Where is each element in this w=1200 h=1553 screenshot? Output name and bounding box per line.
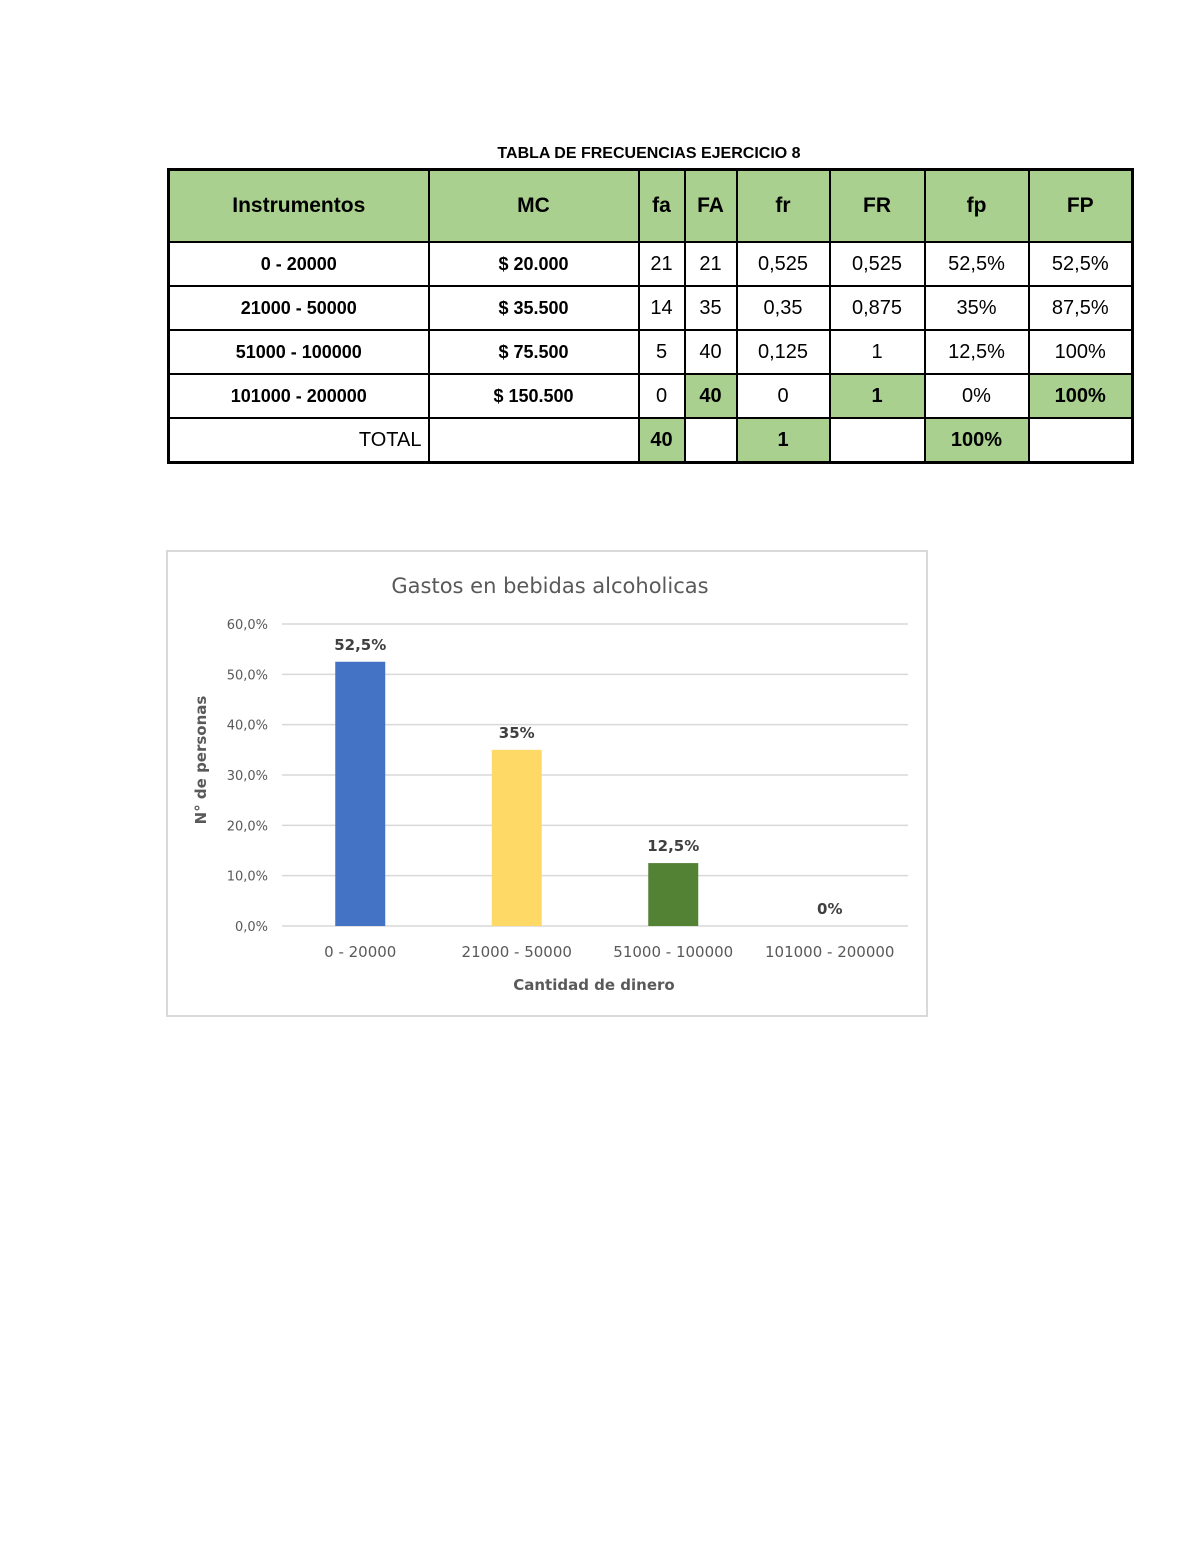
y-tick-label: 0,0% (234, 920, 268, 935)
y-tick-label: 10,0% (226, 869, 268, 885)
table-row (169, 242, 1133, 286)
x-tick-label: 0 - 20000 (324, 943, 397, 961)
cell-fa: 21 (639, 242, 685, 286)
cell-fp: 35% (925, 286, 1029, 330)
total-FP-empty (1029, 418, 1133, 463)
cell-fa: 0 (639, 374, 685, 418)
header-fr: fr (737, 170, 830, 243)
chart-title: Gastos en bebidas alcoholicas (391, 574, 709, 598)
header-FP: FP (1029, 170, 1133, 243)
cell-FA: 40 (685, 330, 737, 374)
total-FA-empty (685, 418, 737, 463)
header-fa: fa (639, 170, 685, 243)
table-row (169, 286, 1133, 330)
cell-fr: 0,35 (737, 286, 830, 330)
bar (492, 750, 542, 926)
cell-fa: 5 (639, 330, 685, 374)
header-FA: FA (685, 170, 737, 243)
bar-chart (168, 552, 926, 1015)
data-label: 12,5% (647, 837, 700, 856)
header-mc: MC (429, 170, 639, 243)
cell-FP: 87,5% (1029, 286, 1133, 330)
cell-fa: 14 (639, 286, 685, 330)
chart-container (166, 550, 928, 1017)
cell-FA: 21 (685, 242, 737, 286)
bar (648, 863, 698, 926)
cell-fr: 0,525 (737, 242, 830, 286)
y-tick-label: 60,0% (226, 618, 268, 633)
table-title: TABLA DE FRECUENCIAS EJERCICIO 8 (497, 145, 801, 162)
cell-mc: $ 75.500 (429, 330, 639, 374)
x-axis-title: Cantidad de dinero (513, 976, 675, 994)
cell-FR: 0,525 (830, 242, 925, 286)
cell-mc: $ 20.000 (429, 242, 639, 286)
frequency-table (167, 168, 1134, 464)
x-tick-label: 101000 - 200000 (765, 943, 895, 961)
cell-FP: 52,5% (1029, 242, 1133, 286)
data-label: 35% (498, 723, 535, 742)
bars (335, 662, 698, 926)
header-FR: FR (830, 170, 925, 243)
cell-mc: $ 150.500 (429, 374, 639, 418)
y-axis-title: N° de personas (192, 695, 210, 825)
cell-instrumentos: 21000 - 50000 (169, 286, 429, 330)
header-row (169, 170, 1133, 243)
total-label: TOTAL (169, 418, 429, 463)
cell-FA-highlight: 40 (685, 374, 737, 418)
cell-FP: 100% (1029, 330, 1133, 374)
cell-FR: 0,875 (830, 286, 925, 330)
cell-FA: 35 (685, 286, 737, 330)
table-row (169, 374, 1133, 418)
total-fa: 40 (639, 418, 685, 463)
cell-instrumentos: 51000 - 100000 (169, 330, 429, 374)
total-mc-empty (429, 418, 639, 463)
total-FR-empty (830, 418, 925, 463)
bar (335, 662, 385, 926)
cell-fr: 0,125 (737, 330, 830, 374)
y-tick-label: 50,0% (226, 668, 268, 684)
cell-instrumentos: 101000 - 200000 (169, 374, 429, 418)
header-fp: fp (925, 170, 1029, 243)
cell-instrumentos: 0 - 20000 (169, 242, 429, 286)
cell-fr: 0 (737, 374, 830, 418)
cell-FR: 1 (830, 330, 925, 374)
header-instrumentos: Instrumentos (169, 170, 429, 243)
total-fr: 1 (737, 418, 830, 463)
y-tick-label: 30,0% (226, 769, 268, 784)
total-row (169, 418, 1133, 463)
y-tick-label: 20,0% (226, 819, 268, 835)
data-label: 0% (817, 900, 843, 918)
axes (227, 618, 895, 961)
x-tick-label: 51000 - 100000 (613, 943, 734, 961)
cell-fp: 12,5% (925, 330, 1029, 374)
table-row (169, 330, 1133, 374)
cell-FR-highlight: 1 (830, 374, 925, 418)
cell-mc: $ 35.500 (429, 286, 639, 330)
x-tick-label: 21000 - 50000 (461, 943, 572, 961)
y-tick-label: 40,0% (226, 718, 268, 734)
cell-FP-highlight: 100% (1029, 374, 1133, 418)
data-label: 52,5% (334, 635, 387, 654)
cell-fp: 0% (925, 374, 1029, 418)
cell-fp: 52,5% (925, 242, 1029, 286)
total-fp: 100% (925, 418, 1029, 463)
